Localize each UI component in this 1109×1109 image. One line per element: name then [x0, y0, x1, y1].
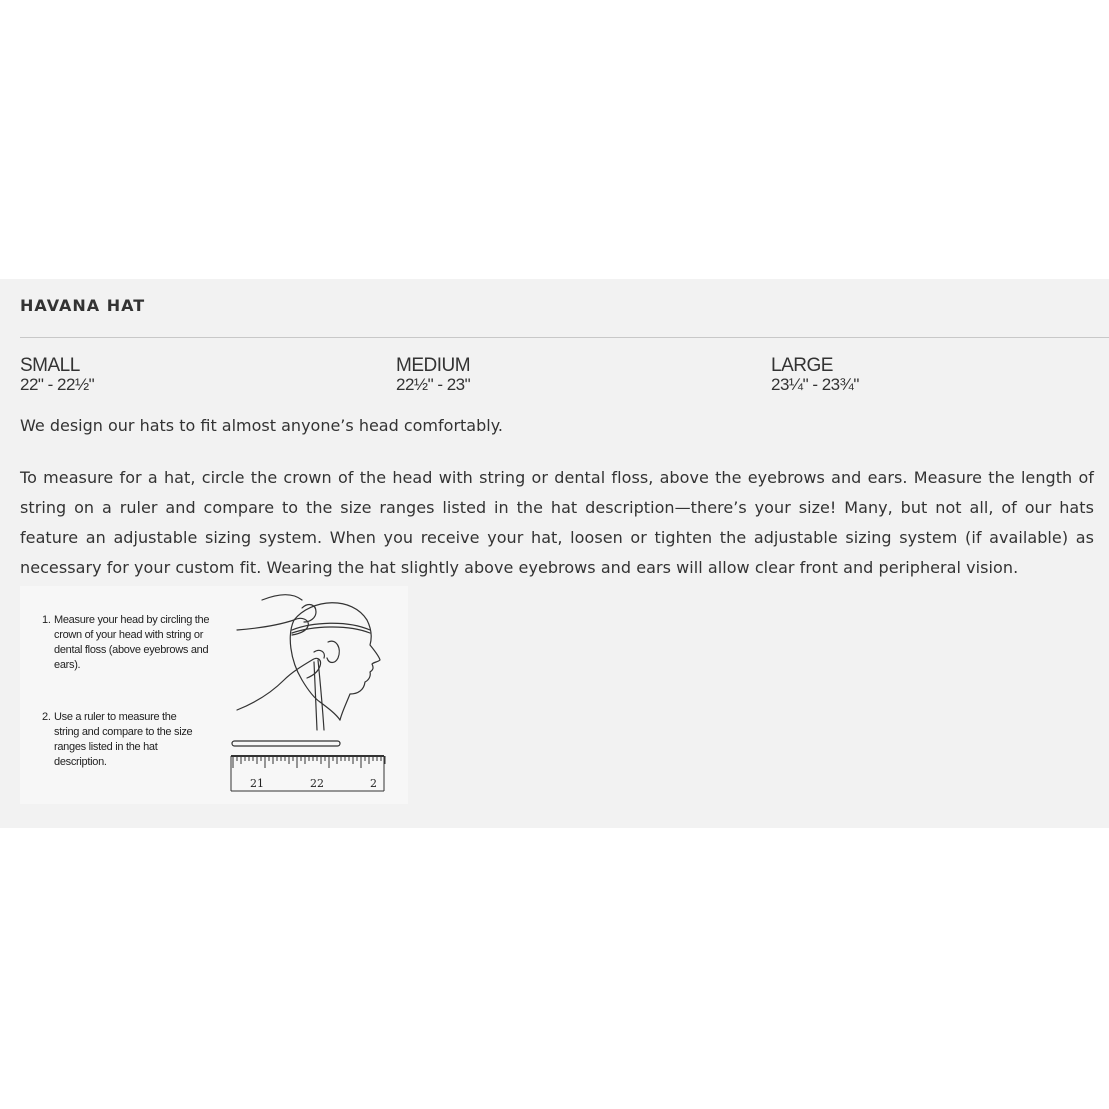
head-measuring-drawing: [232, 590, 392, 735]
size-range: 23¼" - 23¾": [771, 375, 859, 394]
step-text: Measure your head by circling the crown of your head with string or dental floss (above eyebrows and ears).: [54, 614, 210, 671]
product-title: HAVANA HAT: [20, 296, 146, 315]
ruler-label: 2: [370, 777, 377, 790]
size-medium: [396, 356, 470, 394]
size-range: 22½" - 23": [396, 375, 471, 394]
size-name: LARGE: [771, 355, 833, 376]
measuring-illustration: [20, 586, 408, 804]
divider: [20, 337, 1109, 338]
size-name: SMALL: [20, 355, 80, 376]
size-large: [771, 356, 859, 394]
ruler-label: 21: [250, 777, 264, 790]
size-name: MEDIUM: [396, 355, 471, 376]
ruler-label: 22: [310, 777, 324, 790]
measure-instructions: To measure for a hat, circle the crown of the head with string or dental floss, above the eyebrows and ears. Measure the length of string on a ruler and compare to the size ranges listed in the hat description—there’s your size! Many, but not all, of our hats feature an adjustable sizing system. When you receive your hat, loosen or tighten the adjustable sizing system (if available) as necessary for your custom fit. Wearing the hat slightly above eyebrows and ears will allow clear front and peripheral vision.: [20, 468, 1094, 577]
step-number: 2.: [42, 711, 51, 723]
step-number: 1.: [42, 614, 51, 626]
size-small: [20, 356, 94, 394]
ruler-drawing: [228, 736, 388, 796]
size-range: 22" - 22½": [20, 375, 95, 394]
intro-text: We design our hats to fit almost anyone’s head comfortably.: [20, 416, 503, 435]
step-text: Use a ruler to measure the string and compare to the size ranges listed in the hat description.: [54, 711, 193, 768]
